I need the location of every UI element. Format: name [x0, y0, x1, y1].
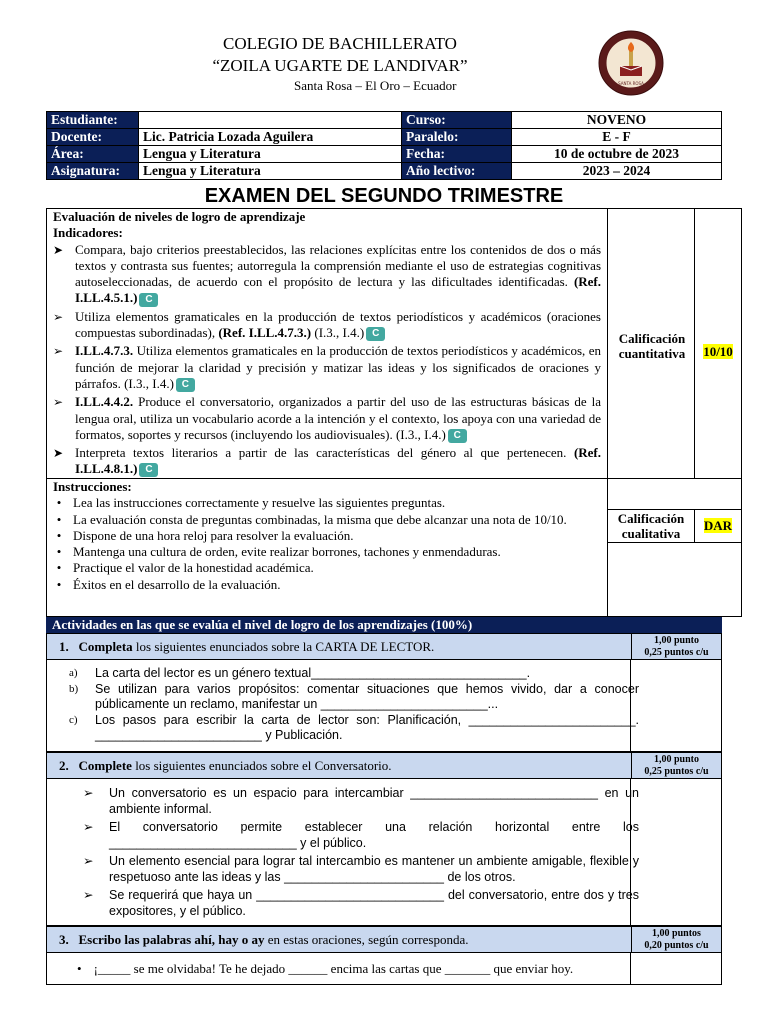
arrow-bullet-icon: ➢ [83, 820, 94, 834]
school-seal-logo [598, 30, 664, 96]
c-badge-icon: C [176, 378, 195, 392]
area-label: Área: [47, 146, 139, 163]
instruction-item: • Dispone de una hora reloj para resolver la evaluación. [53, 528, 601, 544]
asignatura-value: Lengua y Literatura [139, 163, 402, 180]
instruction-item: • Lea las instrucciones correctamente y resuelve las siguientes preguntas. [53, 495, 601, 511]
fecha-value: 10 de octubre de 2023 [512, 146, 722, 163]
question-2-item[interactable]: ➢ Se requerirá que haya un ___________________________ del conversatorio, entre dos y tres expositores, y el público. [83, 888, 639, 918]
question-3-header [46, 926, 722, 953]
arrow-bullet-icon: ➢ [83, 854, 94, 868]
question-2-points: 1,00 punto 0,25 puntos c/u [631, 753, 721, 778]
c-badge-icon: C [139, 463, 158, 477]
anio-lectivo-value: 2023 – 2024 [512, 163, 722, 180]
area-value: Lengua y Literatura [139, 146, 402, 163]
instructions-label: Instrucciones: [53, 479, 132, 494]
instruction-item: • La evaluación consta de preguntas combinadas, la misma que debe alcanzar una nota de 10/10. [53, 512, 601, 528]
anio-lectivo-label: Año lectivo: [402, 163, 512, 180]
instruction-item: • Éxitos en el desarrollo de la evaluación. [53, 577, 601, 593]
bullet-dot-icon: • [56, 576, 62, 592]
cualitativa-label-cell [607, 509, 695, 543]
question-1-body [46, 659, 722, 752]
indicator-item: ➤ Compara, bajo criterios preestablecidos, las relaciones explícitas entre los contenidos de dos o más textos y contrasta sus fuentes; autorregula la comprensión mediante el uso de estrategias cognitivas autoseleccionadas, de acuerdo con el propósito de lectura y las dificultades identificadas. (Ref. I.LL.4.5.1.) C [53, 241, 602, 306]
arrow-bullet-icon: ➢ [53, 344, 64, 359]
docente-label: Docente: [47, 129, 139, 146]
question-2-item[interactable]: ➢ El conversatorio permite establecer una relación horizontal entre los ___________________________ y el público. [83, 820, 639, 850]
exam-title: EXAMEN DEL SEGUNDO TRIMESTRE [204, 185, 564, 207]
school-name-line1: COLEGIO DE BACHILLERATO [223, 34, 457, 53]
instruction-item: • Mantenga una cultura de orden, evite realizar borrones, tachones y enmendaduras. [53, 544, 601, 560]
cualitativa-value: DAR [703, 518, 733, 533]
curso-value: NOVENO [512, 112, 722, 129]
question-2-title: 2. Complete los siguientes enunciados sobre el Conversatorio. [59, 758, 392, 773]
curso-label: Curso: [402, 112, 512, 129]
estudiante-field[interactable] [139, 112, 402, 129]
arrow-bullet-icon: ➤ [53, 242, 64, 257]
question-2-item[interactable]: ➢ Un elemento esencial para lograr tal intercambio es mantener un ambiente amigable, flexible y respetuoso ante las ideas y las _______________________ de los otros. [83, 854, 639, 884]
paralelo-label: Paralelo: [402, 129, 512, 146]
bullet-dot-icon: • [77, 961, 82, 976]
question-1-title: 1. Completa los siguientes enunciados sobre la CARTA DE LECTOR. [59, 639, 435, 654]
bullet-dot-icon: • [56, 527, 62, 543]
evaluation-box [46, 208, 608, 479]
question-2-header [46, 752, 722, 779]
arrow-bullet-icon: ➢ [83, 786, 94, 800]
cuantitativa-value-cell [694, 208, 742, 479]
bullet-dot-icon: • [56, 560, 62, 576]
instruction-item: • Practique el valor de la honestidad académica. [53, 560, 601, 576]
bullet-dot-icon: • [56, 544, 62, 560]
cualitativa-value-cell [694, 509, 742, 543]
indicator-item: ➢ I.LL.4.7.3. Utiliza elementos gramaticales en la producción de textos periodísticos y académicos, en función de mejorar la claridad y precisión y matizar las ideas y los significados de oraciones y párrafos. (I.3., I.4.) C [53, 343, 602, 391]
question-3-points: 1,00 puntos 0,20 puntos c/u [631, 927, 721, 952]
question-1-item[interactable]: b) Se utilizan para varios propósitos: comentar situaciones que hemos vivido, dar a conocer públicamente un reclamo, manifestar un ________________________... [69, 681, 639, 711]
arrow-bullet-icon: ➤ [53, 446, 64, 461]
question-2-body [46, 778, 722, 926]
question-3-body [46, 952, 722, 985]
bullet-dot-icon: • [56, 495, 62, 511]
bullet-dot-icon: • [56, 511, 62, 527]
cualitativa-area [607, 478, 742, 617]
fecha-label: Fecha: [402, 146, 512, 163]
question-1-header [46, 633, 722, 660]
indicator-item: ➢ Utiliza elementos gramaticales en la producción de textos periodísticos y académicos (oraciones compuestas subordinadas), (Ref. I.LL.4.7.3.) (I.3., I.4.) C [53, 308, 601, 341]
indicator-item: ➤ Interpreta textos literarios a partir de las características del género al que pertenecen. (Ref. I.LL.4.8.1.) C [53, 445, 602, 477]
estudiante-label: Estudiante: [47, 112, 139, 129]
arrow-bullet-icon: ➢ [53, 395, 64, 410]
c-badge-icon: C [366, 327, 385, 341]
cuantitativa-value: 10/10 [703, 344, 733, 359]
school-location: Santa Rosa – El Oro – Ecuador [294, 78, 457, 93]
question-1-item[interactable]: a) La carta del lector es un género textual_______________________________. [69, 666, 531, 680]
question-2-item[interactable]: ➢ Un conversatorio es un espacio para intercambiar ___________________________ en un ambiente informal. [83, 786, 639, 816]
activities-band: Actividades en las que se evalúa el nivel de logro de los aprendizajes (100%) [46, 617, 722, 633]
arrow-bullet-icon: ➢ [83, 888, 94, 902]
question-3-item[interactable]: • ¡_____ se me olvidaba! Te he dejado ______ encima las cartas que _______ que enviar hoy. [77, 961, 574, 976]
evaluation-heading: Evaluación de niveles de logro de aprendizaje [53, 209, 306, 224]
svg-text:SANTA ROSA: SANTA ROSA [618, 81, 644, 86]
cuantitativa-label-cell [607, 208, 695, 479]
asignatura-label: Asignatura: [47, 163, 139, 180]
instructions-box [46, 478, 608, 617]
arrow-bullet-icon: ➢ [53, 309, 64, 324]
c-badge-icon: C [139, 293, 158, 307]
question-1-points: 1,00 punto 0,25 puntos c/u [631, 634, 721, 659]
docente-value: Lic. Patricia Lozada Aguilera [139, 129, 402, 146]
cualitativa-label: Calificación cualitativa [617, 511, 685, 541]
student-info-table [46, 111, 722, 180]
school-name-line2: “ZOILA UGARTE DE LANDIVAR” [212, 56, 468, 75]
paralelo-value: E - F [512, 129, 722, 146]
cuantitativa-label: Calificación cuantitativa [618, 331, 686, 361]
question-3-title: 3. Escribo las palabras ahí, hay o ay en estas oraciones, según corresponda. [59, 932, 469, 947]
indicator-item: ➢ I.LL.4.4.2. Produce el conversatorio, organizados a partir del uso de las estructuras básicas de la lengua oral, utiliza un vocabulario acorde a la intención y el contexto, los apoya con una variedad de formatos, soportes y recursos (incluyendo los audiovisuales). (I.3., I.4.) C [53, 394, 602, 442]
indicators-label: Indicadores: [53, 225, 123, 241]
question-1-item[interactable]: c) Los pasos para escribir la carta de lector son: Planificación, ________________________. ________________________ y Publicación. [69, 712, 639, 742]
c-badge-icon: C [448, 429, 467, 443]
